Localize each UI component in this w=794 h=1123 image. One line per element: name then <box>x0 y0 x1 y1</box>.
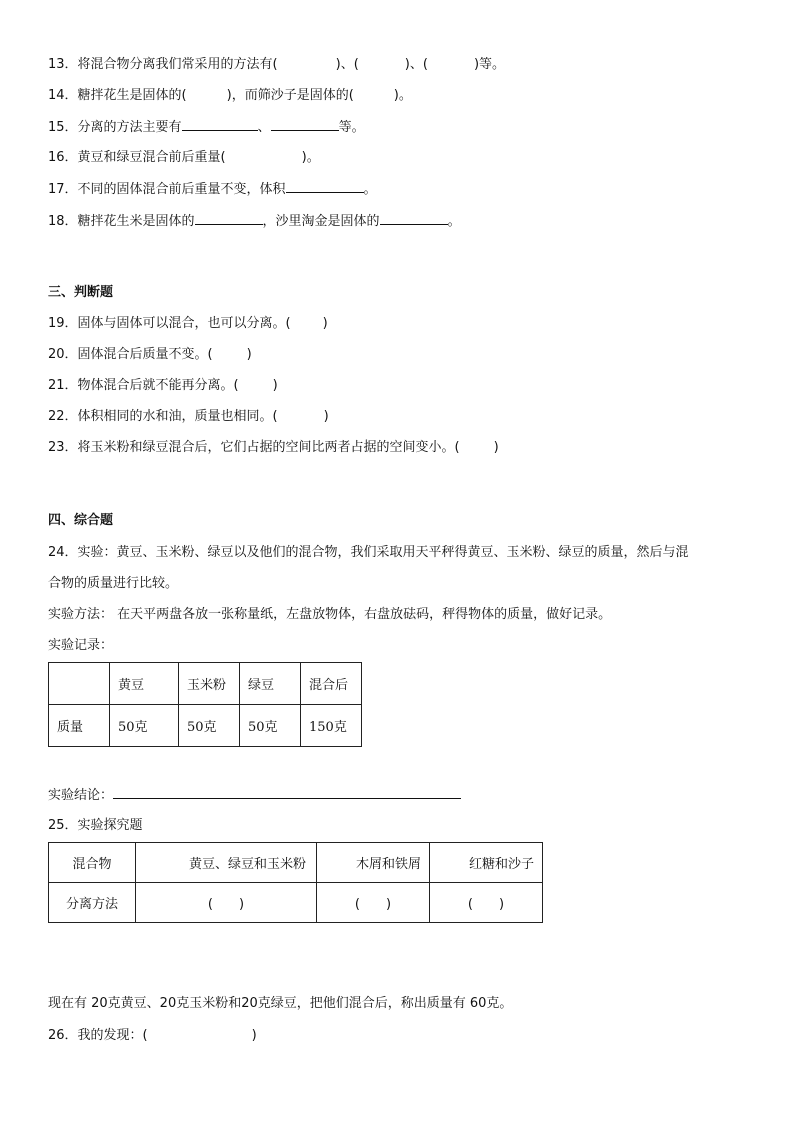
mass-table-row-label: 质量 <box>49 705 110 747</box>
mass-table-header: 绿豆 <box>240 663 301 705</box>
experiment-record-label: 实验记录： <box>48 638 114 653</box>
mass-table-header-row <box>49 663 362 705</box>
q13-prefix: 13．将混合物分离我们常采用的方法有( <box>48 57 278 72</box>
q25-title: 25．实验探究题 <box>48 818 143 833</box>
q24-line-1: 24．实验：黄豆、玉米粉、绿豆以及他们的混合物，我们采取用天平秤得黄豆、玉米粉、绿豆的质量，然后与混 <box>48 545 689 560</box>
conclusion-blank[interactable] <box>113 786 461 799</box>
q13-mid2: )、( <box>404 57 428 72</box>
q15-blank-1[interactable] <box>182 118 258 131</box>
separation-table-header: 混合物 <box>49 843 136 883</box>
section-comprehensive-heading: 四、综合题 <box>48 513 114 528</box>
q22-text: 22．体积相同的水和油，质量也相同。( <box>48 409 278 424</box>
mass-table-cell: 50克 <box>110 705 179 747</box>
separation-answer-cell[interactable]: ( ) <box>136 883 317 923</box>
q16-prefix: 16．黄豆和绿豆混合前后重量( <box>48 150 226 165</box>
q18-blank-2[interactable] <box>380 212 448 225</box>
experiment-method: 实验方法： 在天平两盘各放一张称量纸，左盘放物体，右盘放砝码，秤得物体的质量，做好记录。 <box>48 607 612 622</box>
question-23 <box>48 439 499 457</box>
q16-suffix: )。 <box>301 150 320 165</box>
q20-text: 20．固体混合后质量不变。( <box>48 347 213 362</box>
mass-table <box>48 662 362 747</box>
q17-blank[interactable] <box>286 180 364 193</box>
mass-table-cell: 50克 <box>179 705 240 747</box>
q14-prefix: 14．糖拌花生是固体的( <box>48 88 187 103</box>
mass-table-corner <box>49 663 110 705</box>
separation-answer-cell[interactable]: ( ) <box>430 883 543 923</box>
q18-prefix: 18．糖拌花生米是固体的 <box>48 214 195 229</box>
q15-mid: 、 <box>257 120 271 135</box>
q23-close: ) <box>493 440 499 455</box>
q14-mid: )，而筛沙子是固体的( <box>226 88 354 103</box>
q19-text: 19．固体与固体可以混合，也可以分离。( <box>48 316 291 331</box>
question-17 <box>48 180 377 199</box>
separation-table-row-label: 分离方法 <box>49 883 136 923</box>
section-judge-heading: 三、判断题 <box>48 285 114 300</box>
q13-suffix: )等。 <box>473 57 506 72</box>
q23-text: 23．将玉米粉和绿豆混合后，它们占据的空间比两者占据的空间变小。( <box>48 440 460 455</box>
q21-close: ) <box>272 378 278 393</box>
q18-blank-1[interactable] <box>195 212 263 225</box>
mass-table-cell: 50克 <box>240 705 301 747</box>
separation-table <box>48 842 543 923</box>
q17-prefix: 17．不同的固体混合前后重量不变，体积 <box>48 182 286 197</box>
scenario-text: 现在有 20克黄豆、20克玉米粉和20克绿豆，把他们混合后，称出质量有 60克。 <box>48 996 513 1011</box>
q14-suffix: )。 <box>393 88 412 103</box>
question-15 <box>48 118 365 137</box>
q22-close: ) <box>323 409 329 424</box>
separation-table-header: 红糖和沙子 <box>430 843 543 883</box>
mass-table-row <box>49 705 362 747</box>
question-20 <box>48 346 252 364</box>
q15-prefix: 15．分离的方法主要有 <box>48 120 182 135</box>
separation-answer-cell[interactable]: ( ) <box>317 883 430 923</box>
conclusion-label: 实验结论： <box>48 788 114 803</box>
experiment-conclusion <box>48 786 461 805</box>
question-21 <box>48 377 278 395</box>
q21-text: 21．物体混合后就不能再分离。( <box>48 378 239 393</box>
question-16 <box>48 149 320 167</box>
separation-table-header: 木屑和铁屑 <box>317 843 430 883</box>
q15-blank-2[interactable] <box>271 118 339 131</box>
separation-table-header: 黄豆、绿豆和玉米粉 <box>136 843 317 883</box>
mass-table-header: 黄豆 <box>110 663 179 705</box>
q24-line-2: 合物的质量进行比较。 <box>48 576 179 591</box>
question-19 <box>48 315 328 333</box>
q26-prefix: 26．我的发现：( <box>48 1028 148 1043</box>
mass-table-cell: 150克 <box>301 705 362 747</box>
q17-suffix: 。 <box>363 182 377 197</box>
separation-table-row <box>49 883 543 923</box>
question-18 <box>48 212 461 231</box>
separation-table-header-row <box>49 843 543 883</box>
mass-table-header: 玉米粉 <box>179 663 240 705</box>
question-26 <box>48 1027 257 1045</box>
q13-mid1: )、( <box>335 57 359 72</box>
question-13 <box>48 56 505 74</box>
q18-suffix: 。 <box>447 214 461 229</box>
mass-table-header: 混合后 <box>301 663 362 705</box>
q20-close: ) <box>246 347 252 362</box>
q18-mid: ，沙里淘金是固体的 <box>262 214 380 229</box>
q19-close: ) <box>322 316 328 331</box>
q26-suffix: ) <box>251 1028 257 1043</box>
q15-suffix: 等。 <box>338 120 365 135</box>
question-22 <box>48 408 329 426</box>
question-14 <box>48 87 412 105</box>
